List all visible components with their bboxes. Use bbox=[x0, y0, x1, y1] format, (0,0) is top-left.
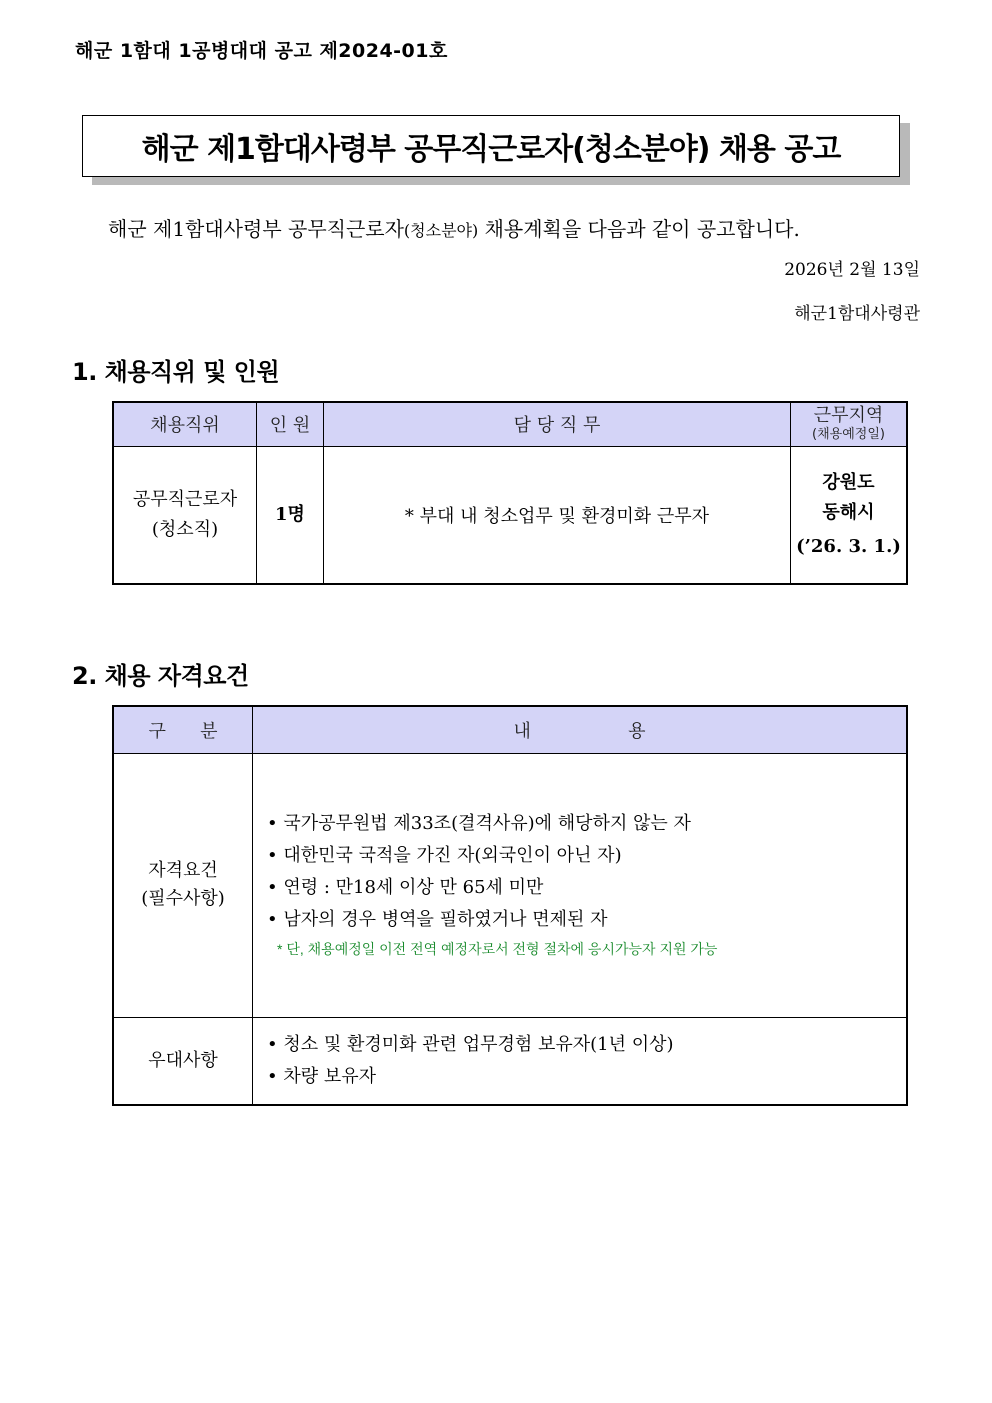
header-position: 채용직위 bbox=[113, 402, 257, 446]
region-cell bbox=[791, 446, 908, 584]
qualification-table bbox=[112, 705, 908, 1106]
notice-number: 해군 1함대 1공병대대 공고 제2024-01호 bbox=[75, 40, 448, 62]
list-item: • 차량 보유자 bbox=[267, 1065, 377, 1087]
duty-cell: * 부대 내 청소업무 및 환경미화 근무자 bbox=[324, 446, 791, 584]
header-category: 구 분 bbox=[113, 706, 253, 753]
requirements-label-line1: 자격요건 bbox=[148, 860, 218, 881]
table-row bbox=[113, 446, 907, 584]
list-item: • 청소 및 환경미화 관련 업무경험 보유자(1년 이상) bbox=[267, 1033, 674, 1055]
announcement-date: 2026년 2월 13일 bbox=[784, 260, 920, 280]
position-line2: (청소직) bbox=[151, 518, 219, 540]
header-duty: 담 당 직 무 bbox=[324, 402, 791, 446]
position-table-header bbox=[113, 402, 907, 446]
list-item: • 국가공무원법 제33조(결격사유)에 해당하지 않는 자 bbox=[267, 813, 691, 834]
intro-text bbox=[108, 213, 800, 242]
page-title: 해군 제1함대사령부 공무직근로자(청소분야) 채용 공고 bbox=[82, 115, 900, 177]
preferences-list bbox=[253, 1029, 906, 1093]
intro-before: 해군 제1함대사령부 공무직근로자 bbox=[108, 217, 404, 241]
preferences-label: 우대사항 bbox=[113, 1017, 253, 1105]
header-region bbox=[791, 402, 908, 446]
requirements-content bbox=[253, 753, 908, 1017]
header-content: 내 용 bbox=[253, 706, 908, 753]
intro-small: (청소분야) bbox=[403, 221, 479, 240]
requirements-label bbox=[113, 753, 253, 1017]
start-date: (’26. 3. 1.) bbox=[796, 535, 901, 557]
table-row bbox=[113, 753, 907, 1017]
header-region-sub: (채용예정일) bbox=[812, 426, 885, 442]
position-cell bbox=[113, 446, 257, 584]
region-line1: 강원도 bbox=[822, 471, 875, 493]
requirements-list bbox=[253, 808, 906, 962]
intro-after: 채용계획을 다음과 같이 공고합니다. bbox=[478, 217, 800, 241]
position-table bbox=[112, 401, 908, 585]
region-line2: 동해시 bbox=[822, 501, 875, 523]
list-item: • 남자의 경우 병역을 필하였거나 면제된 자 bbox=[267, 909, 608, 930]
count-cell: 1명 bbox=[257, 446, 324, 584]
header-count: 인 원 bbox=[257, 402, 324, 446]
section2-heading: 2. 채용 자격요건 bbox=[72, 662, 249, 690]
title-banner bbox=[82, 115, 900, 177]
section1-heading: 1. 채용직위 및 인원 bbox=[72, 358, 280, 386]
requirements-note: * 단, 채용예정일 이전 전역 예정자로서 전형 절차에 응시가능자 지원 가능 bbox=[277, 941, 718, 957]
list-item: • 대한민국 국적을 가진 자(외국인이 아닌 자) bbox=[267, 845, 622, 866]
list-item: • 연령 : 만18세 이상 만 65세 미만 bbox=[267, 877, 544, 898]
position-line1: 공무직근로자 bbox=[132, 488, 238, 510]
qualification-table-header bbox=[113, 706, 907, 753]
preferences-content bbox=[253, 1017, 908, 1105]
table-row bbox=[113, 1017, 907, 1105]
requirements-label-line2: (필수사항) bbox=[141, 888, 225, 909]
header-region-label: 근무지역 bbox=[813, 404, 884, 426]
issuer: 해군1함대사령관 bbox=[794, 304, 920, 324]
